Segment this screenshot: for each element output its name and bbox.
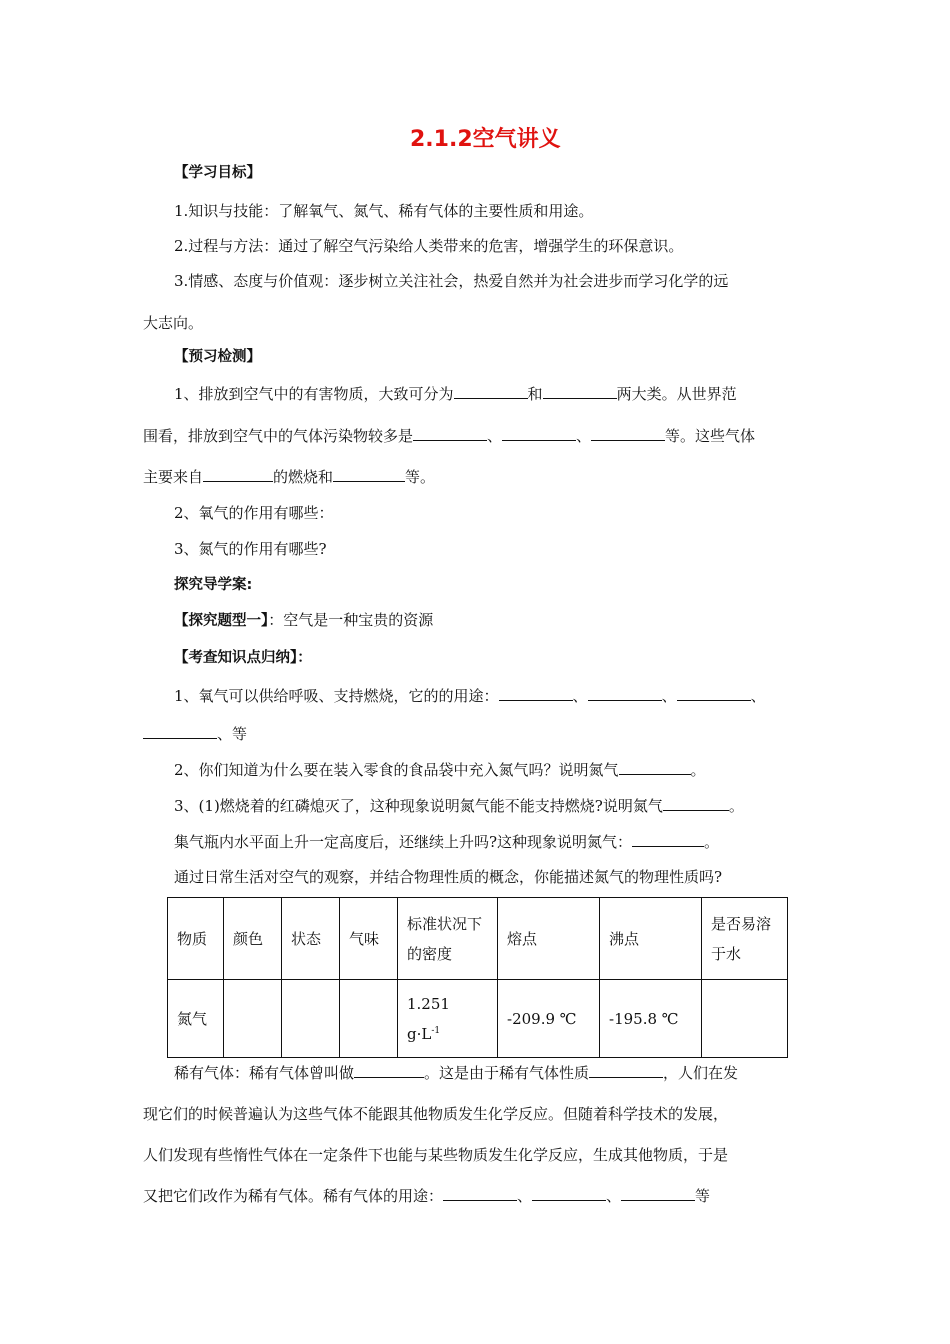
table-header: 沸点: [600, 898, 702, 980]
table-header-density: 标准状况下 的密度: [398, 898, 498, 980]
preview-q1-line1: 1、排放到空气中的有害物质，大致可分为 和 两大类。从世界范: [174, 385, 737, 403]
blank[interactable]: [532, 1186, 606, 1201]
summary-heading: 【考查知识点归纳】：: [174, 650, 312, 666]
table-header: 气味: [340, 898, 398, 980]
table-header: 熔点: [498, 898, 600, 980]
blank[interactable]: [354, 1063, 424, 1078]
blank[interactable]: [589, 1063, 663, 1078]
blank[interactable]: [663, 796, 729, 811]
preview-heading: 【预习检测】: [174, 349, 261, 365]
table-cell-density: 1.251 $g\cdot L^{-1}$: [398, 980, 498, 1058]
explore-type1: 【探究题型一】：空气是一种宝贵的资源: [174, 611, 434, 629]
preview-q2: 2、氧气的作用有哪些：: [174, 504, 334, 522]
summary-3-line1: 3、(1)燃烧着的红磷熄灭了，这种现象说明氮气能不能支持燃烧?说明氮气 。: [174, 797, 744, 815]
blank[interactable]: [543, 384, 617, 399]
summary-1-line1: 1、氧气可以供给呼吸、支持燃烧，它的的用途： 、 、 、: [174, 687, 766, 705]
blank[interactable]: [591, 426, 665, 441]
table-cell-substance: 氮气: [168, 980, 224, 1058]
summary-1-line2: 、等: [143, 724, 247, 744]
table-cell-soluble[interactable]: [702, 980, 788, 1058]
blank[interactable]: [333, 467, 405, 482]
table-cell-color[interactable]: [224, 980, 282, 1058]
preview-q1-line3: 主要来自 的燃烧和 等。: [143, 468, 436, 486]
blank[interactable]: [588, 686, 662, 701]
table-header-row: [168, 898, 788, 980]
noble-line4: 又把它们改作为稀有气体。稀有气体的用途： 、 、 等: [143, 1187, 711, 1205]
noble-line3: 人们发现有些惰性气体在一定条件下也能与某些物质发生化学反应，生成其他物质，于是: [143, 1146, 729, 1164]
blank[interactable]: [203, 467, 273, 482]
blank[interactable]: [143, 724, 217, 739]
summary-2: 2、你们知道为什么要在装入零食的食品袋中充入氮气吗？说明氮气 。: [174, 761, 706, 779]
blank[interactable]: [454, 384, 528, 399]
preview-q3: 3、氮气的作用有哪些?: [174, 540, 327, 558]
objective-2: 2.过程与方法：通过了解空气污染给人类带来的危害，增强学生的环保意识。: [174, 237, 684, 255]
objectives-heading: 【学习目标】: [174, 165, 261, 181]
table-header: 状态: [282, 898, 340, 980]
nitrogen-properties-table: [167, 897, 788, 1058]
blank[interactable]: [621, 1186, 695, 1201]
blank[interactable]: [632, 832, 704, 847]
blank[interactable]: [443, 1186, 517, 1201]
table-cell-boiling: -195.8 ℃: [600, 980, 702, 1058]
objective-1: 1.知识与技能：了解氧气、氮气、稀有气体的主要性质和用途。: [174, 202, 594, 220]
summary-3-line3: 通过日常生活对空气的观察，并结合物理性质的概念，你能描述氮气的物理性质吗?: [174, 868, 723, 886]
blank[interactable]: [499, 686, 573, 701]
table-header-soluble: 是否易溶 于水: [702, 898, 788, 980]
table-cell-odor[interactable]: [340, 980, 398, 1058]
explore-heading: 探究导学案:: [174, 577, 253, 593]
blank[interactable]: [413, 426, 487, 441]
table-header: 颜色: [224, 898, 282, 980]
preview-q1-line2: 围看，排放到空气中的气体污染物较多是 、 、 等。这些气体: [143, 427, 756, 445]
table-cell-melting: -209.9 ℃: [498, 980, 600, 1058]
blank[interactable]: [677, 686, 751, 701]
table-header: 物质: [168, 898, 224, 980]
page-title: 2.1.2空气讲义: [410, 127, 561, 152]
noble-line1: 稀有气体：稀有气体曾叫做 。这是由于稀有气体性质 ，人们在发: [174, 1064, 739, 1082]
table-cell-state[interactable]: [282, 980, 340, 1058]
blank[interactable]: [619, 760, 691, 775]
table-row: [168, 980, 788, 1058]
noble-line2: 现它们的时候普遍认为这些气体不能跟其他物质发生化学反应。但随着科学技术的发展，: [143, 1105, 729, 1123]
objective-3-continued: 大志向。: [143, 314, 204, 332]
blank[interactable]: [502, 426, 576, 441]
objective-3: 3.情感、态度与价值观：逐步树立关注社会，热爱自然并为社会进步而学习化学的远: [174, 272, 729, 290]
summary-3-line2: 集气瓶内水平面上升一定高度后，还继续上升吗?这种现象说明氮气： 。: [174, 833, 720, 851]
